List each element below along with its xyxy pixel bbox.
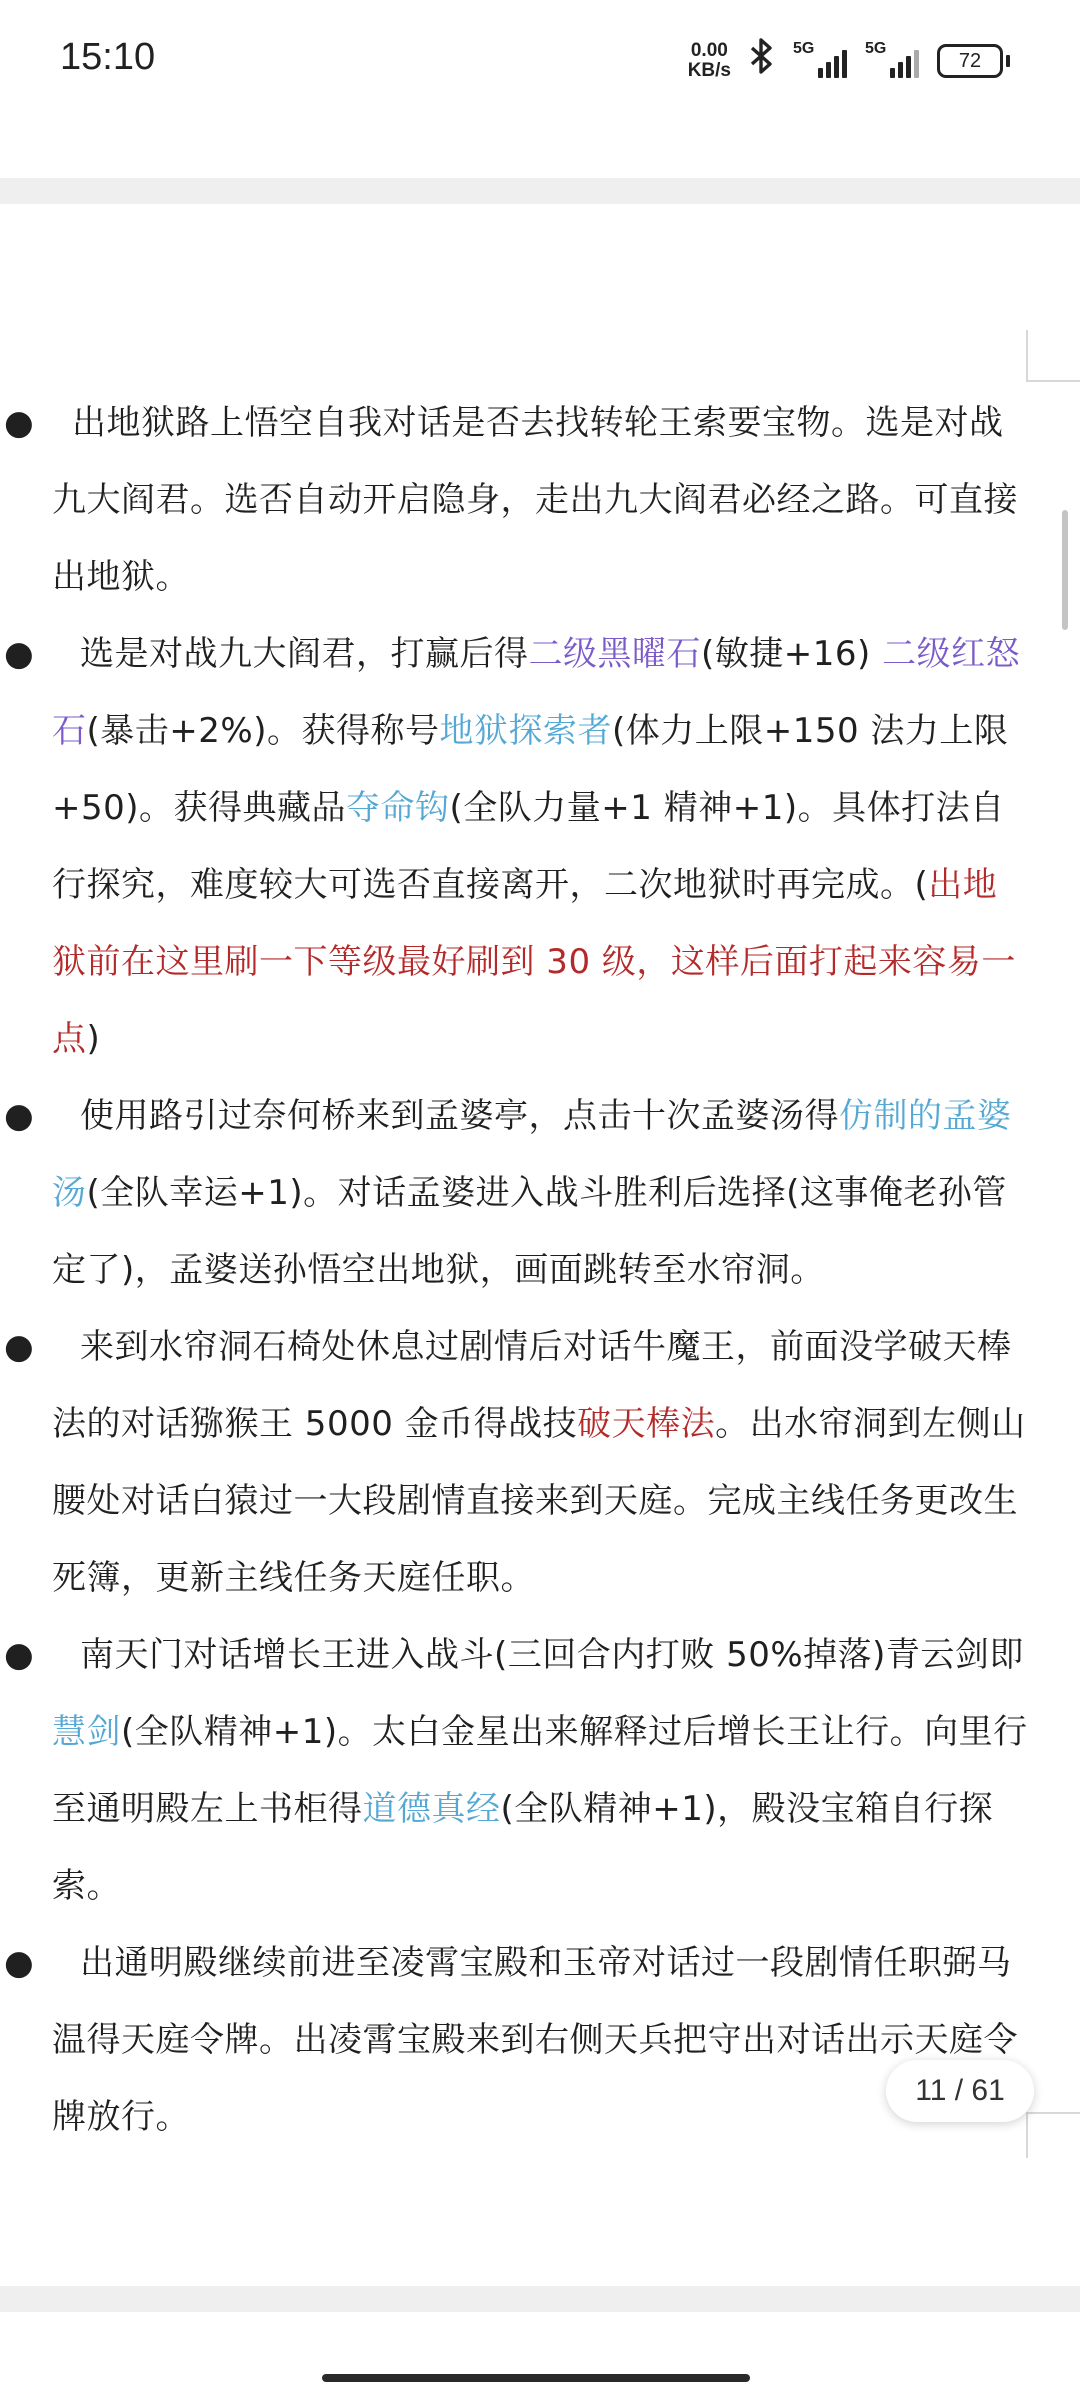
highlighted-term: 二级黑曜石 xyxy=(528,634,701,674)
signal-2-label: 5G xyxy=(865,39,887,57)
list-item xyxy=(0,1309,1080,1617)
page-separator-bottom xyxy=(0,2286,1080,2312)
bullet-icon: ● xyxy=(4,1635,35,1675)
text-segment: 出通明殿继续前进至凌霄宝殿和玉帝对话过一段剧情任职弼马温得天庭令牌。出凌霄宝殿来到右侧天兵把守出对话出示天庭令牌放行。 xyxy=(52,1943,1018,2137)
bullet-icon: ● xyxy=(4,1943,35,1983)
status-time: 15:10 xyxy=(60,36,156,78)
paragraph-text xyxy=(52,1327,1026,1598)
highlighted-term: 道德真经 xyxy=(362,1789,501,1829)
paragraph-text xyxy=(52,634,1020,1059)
highlighted-term: 地狱探索者 xyxy=(439,711,612,751)
text-segment: (全队精神+1)，殿没宝箱自行探索。 xyxy=(52,1789,994,1906)
bullet-icon: ● xyxy=(4,1327,35,1367)
paragraph-text xyxy=(52,1096,1012,1290)
network-speed xyxy=(688,41,731,81)
text-segment: (全队力量+1 精神+1)。具体打法自行探究，难度较大可选否直接离开，二次地狱时再完成。( xyxy=(52,788,1005,905)
text-segment: ) xyxy=(86,1019,101,1059)
text-segment: (暴击+2%)。获得称号 xyxy=(86,711,440,751)
paragraph-text xyxy=(52,1943,1018,2137)
list-item xyxy=(0,385,1080,616)
list-item xyxy=(0,1078,1080,1309)
bullet-icon: ● xyxy=(4,403,35,443)
text-segment: 。出水帘洞到左侧山腰处对话白猿过一大段剧情直接来到天庭。完成主线任务更改生死簿，更新主线任务天庭任职。 xyxy=(52,1404,1026,1598)
highlighted-term: 夺命钩 xyxy=(346,788,450,828)
page-separator-top xyxy=(0,178,1080,204)
highlighted-term: 出地狱前在这里刷一下等级最好刷到 30 级，这样后面打起来容易一点 xyxy=(52,865,1016,1059)
bluetooth-icon xyxy=(749,38,775,83)
text-segment: 出地狱路上悟空自我对话是否去找转轮王索要宝物。选是对战九大阎君。选否自动开启隐身，走出九大阎君必经之路。可直接出地狱。 xyxy=(52,403,1018,597)
status-bar xyxy=(0,0,1080,130)
signal-1-icon xyxy=(793,39,847,78)
text-segment: (体力上限+150 法力上限+50)。获得典藏品 xyxy=(52,711,1009,828)
network-speed-unit: KB/s xyxy=(687,59,731,81)
document-content xyxy=(0,385,1080,2156)
text-segment: 使用路引过奈何桥来到孟婆亭，点击十次孟婆汤得 xyxy=(80,1096,839,1136)
network-speed-value: 0.00 xyxy=(690,39,728,61)
highlighted-term: 破天棒法 xyxy=(577,1404,716,1444)
page-indicator: 11 / 61 xyxy=(886,2060,1034,2122)
signal-1-label: 5G xyxy=(793,39,815,57)
highlighted-term: 二级红怒石 xyxy=(52,634,1021,751)
signal-2-icon xyxy=(865,39,919,78)
battery-icon xyxy=(937,44,1010,78)
home-indicator[interactable] xyxy=(322,2374,750,2382)
text-segment: (全队精神+1)。太白金星出来解释过后增长王让行。向里行至通明殿左上书柜得 xyxy=(52,1712,1028,1829)
page-corner-mark-top-vertical xyxy=(1026,330,1028,380)
list-item xyxy=(0,1617,1080,1925)
list-item xyxy=(0,616,1080,1078)
page-corner-mark-top xyxy=(1026,380,1080,382)
bullet-icon: ● xyxy=(4,634,35,674)
text-segment: 来到水帘洞石椅处休息过剧情后对话牛魔王，前面没学破天棒法的对话猕猴王 5000 金币得战技 xyxy=(52,1327,1012,1444)
bullet-icon: ● xyxy=(4,1096,35,1136)
status-icons xyxy=(688,38,1010,83)
highlighted-term: 仿制的孟婆汤 xyxy=(52,1096,1012,1213)
text-segment: (全队幸运+1)。对话孟婆进入战斗胜利后选择(这事俺老孙管定了)，孟婆送孙悟空出地狱，画面跳转至水帘洞。 xyxy=(52,1173,1007,1290)
highlighted-term: 慧剑 xyxy=(52,1712,121,1752)
paragraph-text xyxy=(52,1635,1028,1906)
paragraph-text xyxy=(52,403,1018,597)
text-segment: 南天门对话增长王进入战斗(三回合内打败 50%掉落)青云剑即 xyxy=(80,1635,1024,1675)
battery-level: 72 xyxy=(937,44,1003,78)
text-segment: 选是对战九大阎君，打赢后得 xyxy=(80,634,529,674)
text-segment: (敏捷+16) xyxy=(701,634,883,674)
